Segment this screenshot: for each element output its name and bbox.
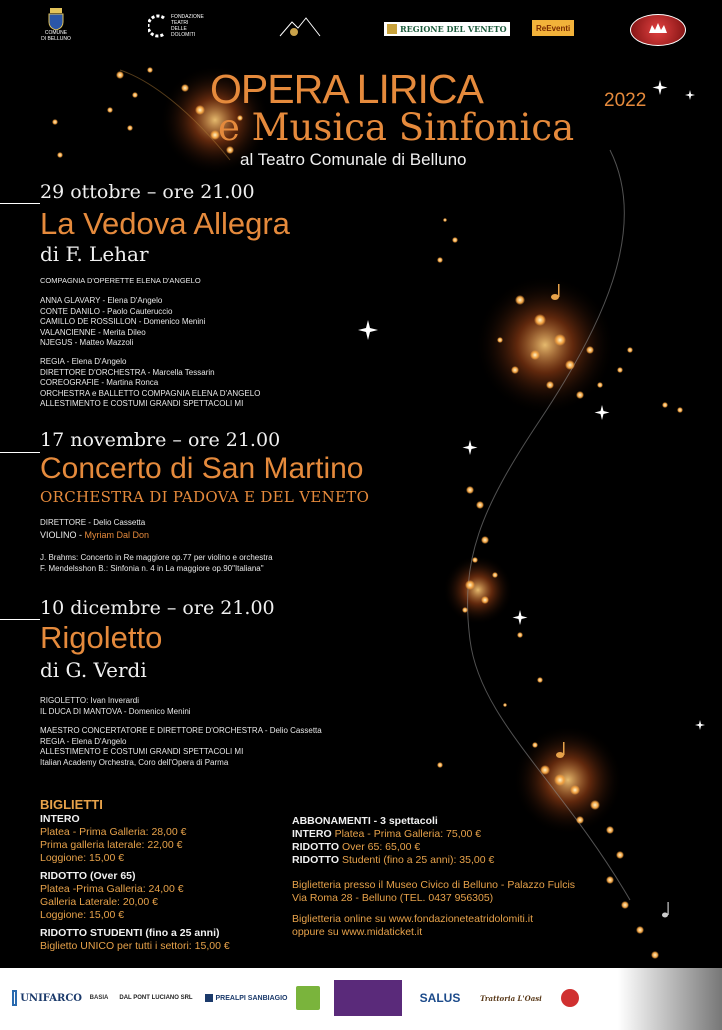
sponsor-basia: BASIA (89, 995, 109, 1001)
ridotto-price: Galleria Laterale: 20,00 € (40, 896, 158, 908)
program-line: J. Brahms: Concerto in Re maggiore op.77 per violino e orchestra (40, 553, 273, 562)
studenti-price: Biglietto UNICO per tutti i settori: 15,00 € (40, 940, 230, 952)
sponsors-bar (0, 968, 722, 1030)
credit-line: ALLESTIMENTO E COSTUMI GRANDI SPETTACOLI MI (40, 399, 244, 408)
event-1-subtitle: di F. Lehar (40, 242, 149, 266)
event-1-date: 29 ottobre – ore 21.00 (40, 181, 255, 203)
box-office-1: Biglietteria presso il Museo Civico di Belluno - Palazzo Fulcis (292, 879, 576, 891)
online-1[interactable]: Biglietteria online su www.fondazioneteatridolomiti.it (292, 913, 534, 925)
subscription-text: Over 65: 65,00 € (339, 841, 421, 853)
subscription-row (292, 841, 575, 854)
cast-line: ANNA GLAVARY - Elena D'Angelo (40, 296, 163, 305)
fondazione-l4: DOLOMITI (171, 32, 196, 38)
cast-line: CONTE DANILO - Paolo Cauteruccio (40, 306, 173, 316)
title-year: 2022 (604, 90, 647, 111)
event-1-title: La Vedova Allegra (40, 206, 290, 241)
intero-price: Platea - Prima Galleria: 28,00 € (40, 826, 187, 838)
ridotto-label: RIDOTTO (Over 65) (40, 870, 136, 882)
cast-line: VALANCIENNE - Merita Dileo (40, 327, 146, 337)
lion-icon (387, 24, 397, 34)
event-2-program (40, 553, 273, 574)
coat-of-arms-icon (48, 8, 64, 30)
sponsor-red-logo (550, 978, 590, 1018)
program-line: F. Mendelsshon B.: Sinfonia n. 4 in La maggiore op.90"Italiana" (40, 563, 264, 573)
credit-line: REGIA - Elena D'Angelo (40, 357, 127, 366)
subscription-label: RIDOTTO (292, 854, 340, 866)
credit-line: ORCHESTRA e BALLETTO COMPAGNIA ELENA D'ANGELO (40, 388, 261, 398)
sponsor-dalpont: DAL PONT LUCIANO SRL (119, 995, 193, 1001)
cast-line: RIGOLETTO: Ivan Inverardi (40, 696, 139, 705)
fondazione-l2: TEATRI (171, 20, 189, 26)
credit-line: MAESTRO CONCERTATORE E DIRETTORE D'ORCHESTRA - Delio Cassetta (40, 726, 322, 735)
ridotto-price: Loggione: 15,00 € (40, 909, 125, 921)
prealpi-icon (205, 994, 213, 1002)
credit-line: COREOGRAFIE - Martina Ronca (40, 378, 159, 387)
intero-price: Prima galleria laterale: 22,00 € (40, 839, 183, 851)
mountain-logo (278, 14, 322, 40)
event-2-separator (0, 452, 40, 453)
subscription-label: RIDOTTO (292, 841, 340, 853)
subscription-text: Studenti (fino a 25 anni): 35,00 € (339, 854, 495, 866)
title-line1: OPERA LIRICA (210, 66, 483, 112)
flower-icon (561, 989, 579, 1007)
fondazione-logo (148, 14, 204, 38)
fondazione-c-icon (148, 14, 168, 38)
credit-line: ALLESTIMENTO E COSTUMI GRANDI SPETTACOLI MI (40, 747, 244, 756)
cast-line: NJEGUS - Matteo Mazzoli (40, 338, 134, 347)
crown-icon (631, 15, 685, 45)
fondazione-l3: DELLE (171, 26, 187, 32)
violin-line (40, 529, 149, 542)
subscription-text: Platea - Prima Galleria: 75,00 € (331, 828, 482, 840)
event-3-credits (40, 726, 322, 768)
event-3-cast (40, 696, 191, 717)
cast-line: CAMILLO DE ROSSILLON - Domenico Menini (40, 317, 206, 326)
event-2-subtitle: ORCHESTRA DI PADOVA E DEL VENETO (40, 488, 370, 506)
event-1-company: COMPAGNIA D'OPERETTE ELENA D'ANGELO (40, 276, 201, 285)
title-line2: e Musica Sinfonica (218, 106, 575, 149)
fondazione-l1: FONDAZIONE (171, 14, 204, 20)
subscriptions-heading: ABBONAMENTI - 3 spettacoli (292, 815, 438, 827)
event-1-cast (40, 296, 205, 349)
subscription-label: INTERO (292, 828, 332, 840)
sponsor-green-logo (296, 986, 320, 1010)
credit-line: Italian Academy Orchestra, Coro dell'Opera di Parma (40, 757, 229, 767)
title-subtitle: al Teatro Comunale di Belluno (240, 150, 467, 169)
reventi-text: ReEventi (536, 23, 571, 33)
sponsor-prealpi (202, 978, 290, 1018)
cast-line: IL DUCA DI MANTOVA - Domenico Menini (40, 706, 191, 716)
event-3-separator (0, 619, 40, 620)
sponsor-name: UNIFARCO (20, 992, 82, 1004)
event-3-title: Rigoletto (40, 620, 163, 655)
sponsor-purple-logo (334, 980, 402, 1016)
event-2-staff (40, 518, 149, 542)
sponsor-trattoria: Trattoria L'Oasi (480, 993, 542, 1003)
sponsor-gradient-strip (618, 968, 722, 1030)
box-office-2: Via Roma 28 - Belluno (TEL. 0437 956305) (292, 892, 494, 904)
director-name: Delio Cassetta (93, 518, 146, 527)
event-1-separator (0, 203, 40, 204)
reventi-logo (532, 20, 574, 36)
ridotto-price: Platea -Prima Galleria: 24,00 € (40, 883, 184, 895)
credit-line: REGIA - Elena D'Angelo (40, 736, 127, 746)
credit-line: DIRETTORE D'ORCHESTRA - Marcella Tessarin (40, 367, 215, 377)
director-label: DIRETTORE - (40, 518, 94, 527)
subscriptions-section (292, 815, 575, 939)
unifarco-icon (12, 990, 17, 1006)
comune-line2: DI BELLUNO (41, 36, 71, 42)
event-2-date: 17 novembre – ore 21.00 (40, 429, 281, 451)
subscription-row (292, 854, 575, 867)
sponsor-name: PREALPI SANBIAGIO (215, 994, 288, 1002)
regione-logo (384, 22, 510, 36)
violin-label: VIOLINO - (40, 529, 85, 540)
sponsor-salus: SALUS (419, 991, 461, 1005)
teatro-logo (630, 14, 686, 46)
director-line (40, 518, 149, 529)
comune-line1: COMUNE (44, 30, 68, 36)
subscription-row (292, 828, 575, 841)
header-logos (0, 0, 722, 55)
mountain-icon (278, 14, 322, 40)
tickets-section (40, 797, 230, 953)
event-3-subtitle: di G. Verdi (40, 658, 147, 682)
sponsor-unifarco (12, 978, 82, 1018)
event-3-date: 10 dicembre – ore 21.00 (40, 597, 275, 619)
violin-name: Myriam Dal Don (84, 529, 150, 540)
regione-text: REGIONE DEL VENETO (400, 24, 507, 34)
online-2[interactable]: oppure su www.midaticket.it (292, 926, 423, 938)
event-2-title: Concerto di San Martino (40, 452, 364, 485)
event-1-credits (40, 357, 260, 410)
tickets-heading: BIGLIETTI (40, 797, 103, 812)
intero-label: INTERO (40, 813, 80, 825)
studenti-label: RIDOTTO STUDENTI (fino a 25 anni) (40, 927, 220, 939)
intero-price: Loggione: 15,00 € (40, 852, 125, 864)
comune-logo (38, 8, 74, 42)
